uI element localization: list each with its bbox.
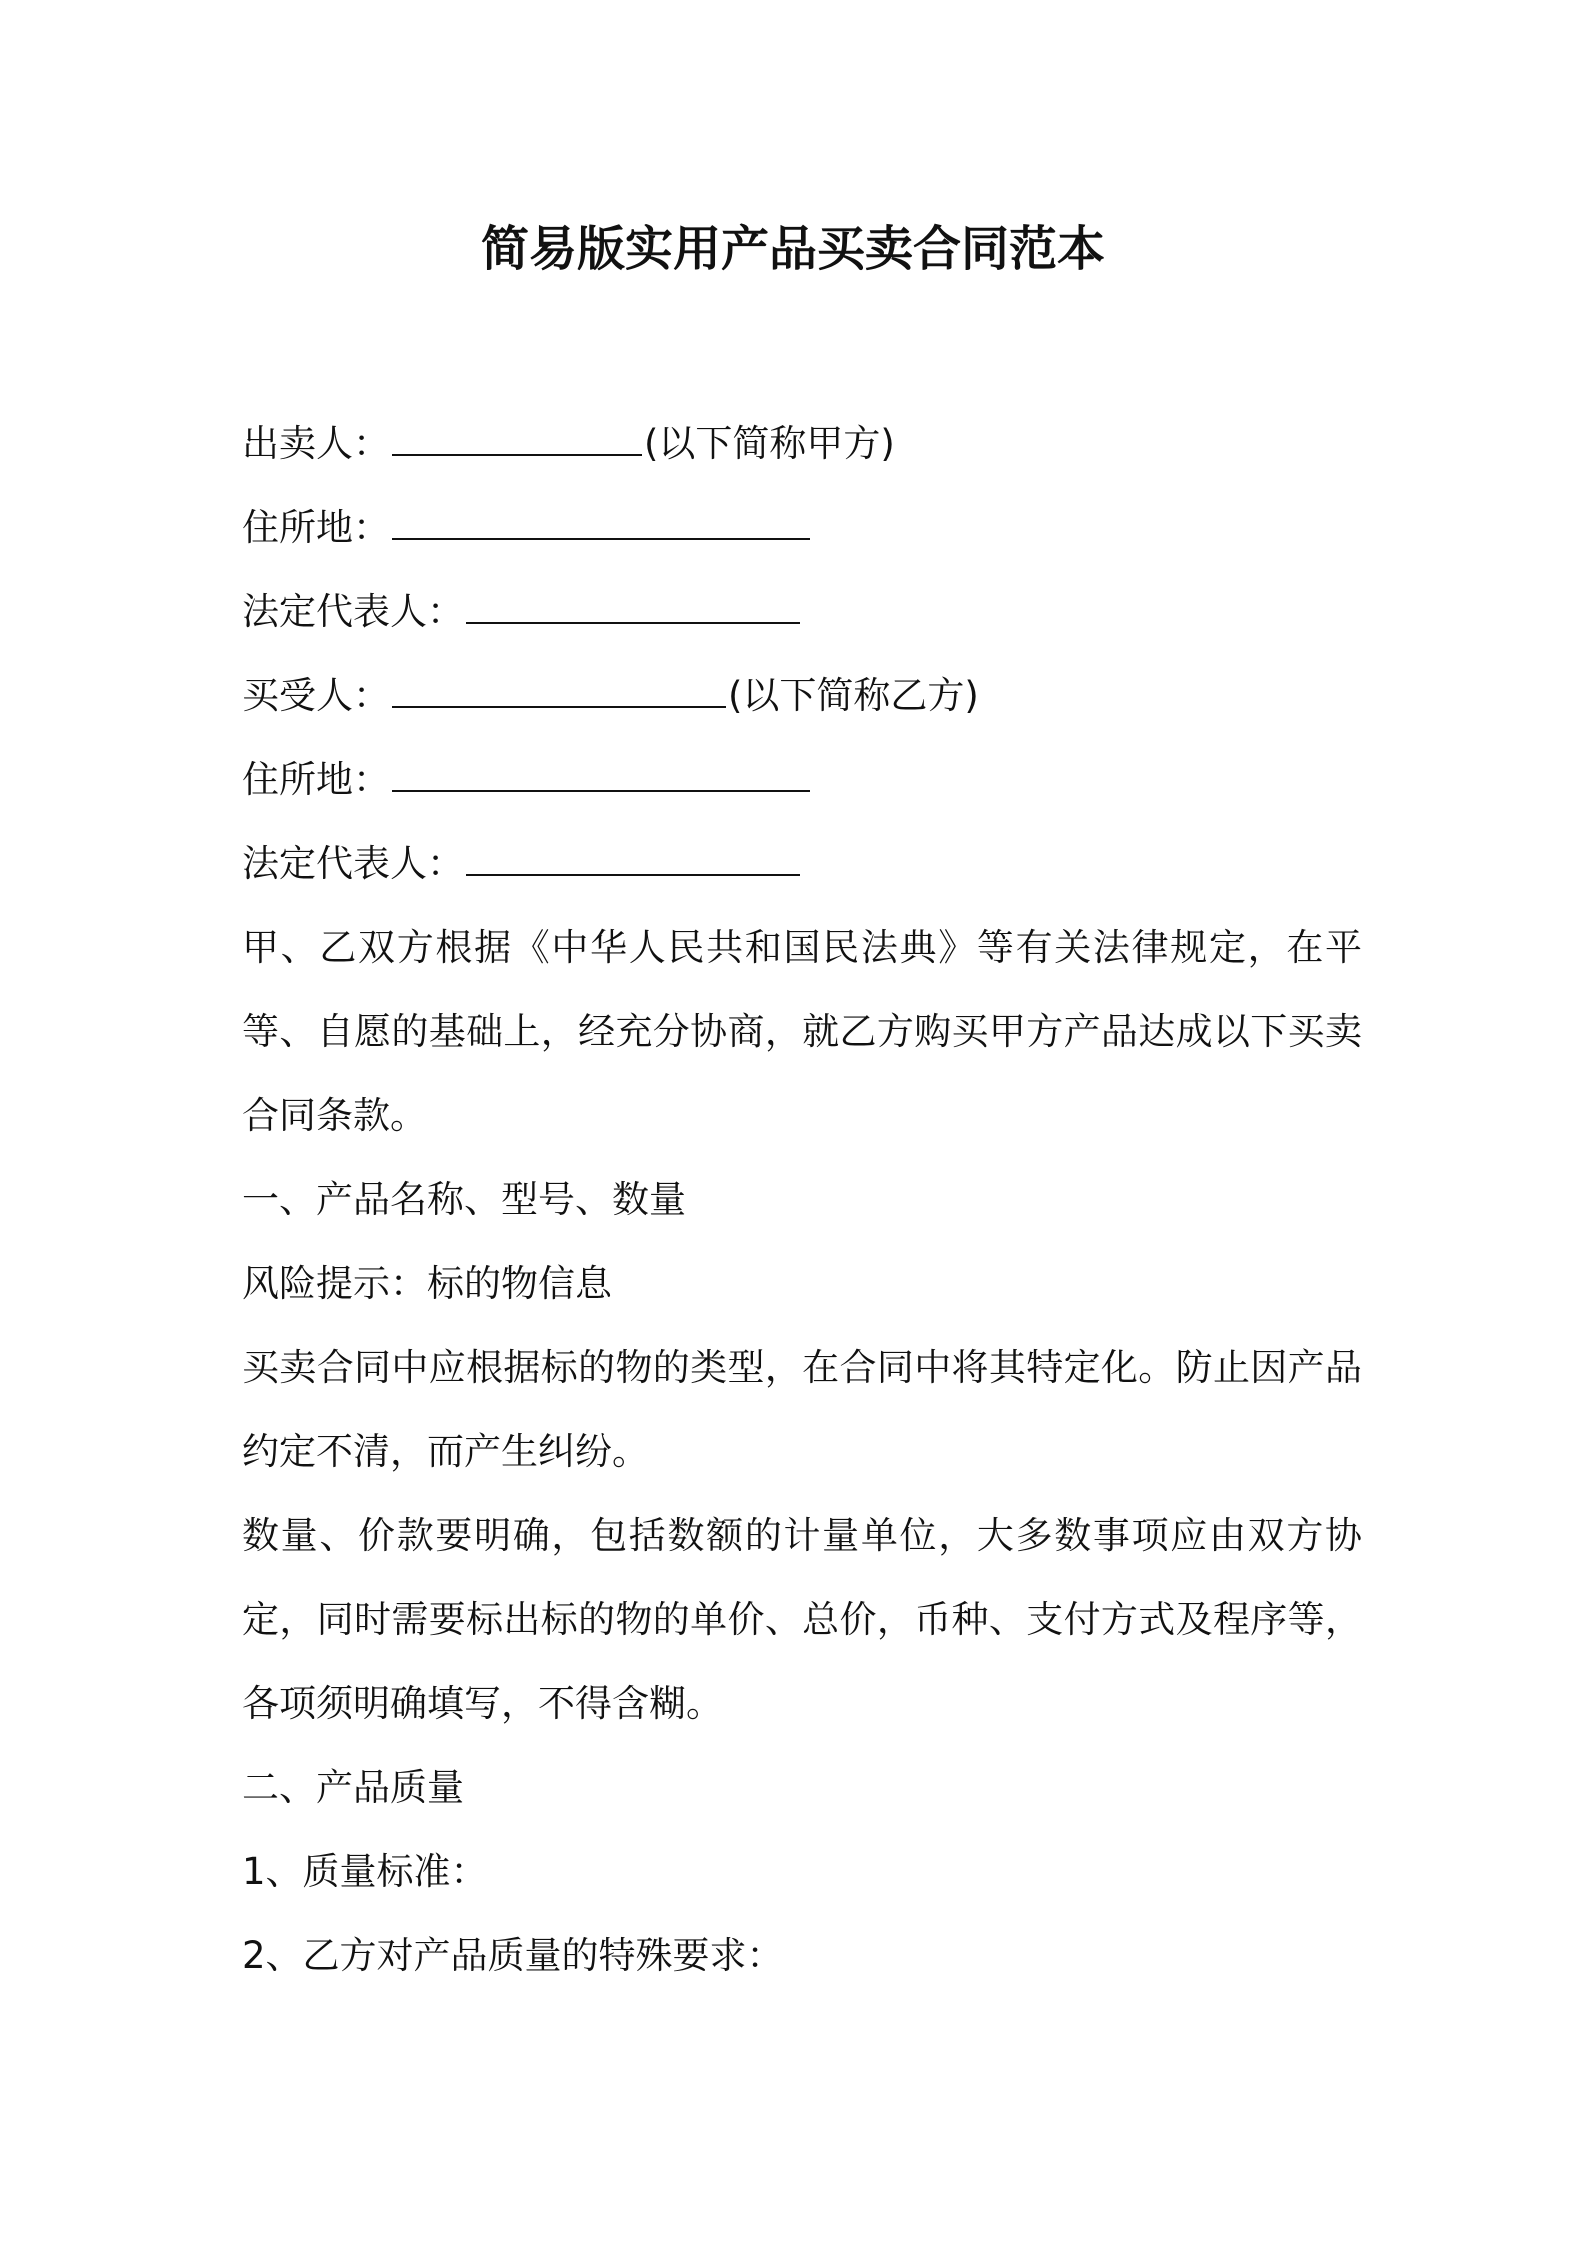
buyer-rep-blank [466,828,800,876]
seller-rep-blank [466,576,800,624]
buyer-address-label: 住所地： [242,758,390,801]
buyer-address-line [242,738,1362,822]
document-body [242,402,1362,1998]
seller-address-label: 住所地： [242,506,390,549]
buyer-blank [392,660,726,708]
preamble-paragraph: 甲、乙双方根据《中华人民共和国民法典》等有关法律规定，在平等、自愿的基础上，经充分协商，就乙方购买甲方产品达成以下买卖合同条款。 [242,926,1362,1137]
buyer-line [242,654,1362,738]
buyer-rep-label: 法定代表人： [242,842,464,885]
seller-rep-label: 法定代表人： [242,590,464,633]
special-quality-item: 2、乙方对产品质量的特殊要求： [242,1934,784,1977]
seller-address-blank [392,492,810,540]
seller-label: 出卖人： [242,422,390,465]
quality-standard-item: 1、质量标准： [242,1850,488,1893]
seller-address-line [242,486,1362,570]
risk-title: 风险提示：标的物信息 [242,1262,612,1305]
section1-heading: 一、产品名称、型号、数量 [242,1178,686,1221]
document-title: 简易版实用产品买卖合同范本 [480,221,1105,277]
seller-suffix: (以下简称甲方) [644,422,895,465]
seller-line [242,402,1362,486]
section2-heading: 二、产品质量 [242,1766,464,1809]
risk-paragraph-2: 数量、价款要明确，包括数额的计量单位，大多数事项应由双方协定，同时需要标出标的物的单价、总价，币种、支付方式及程序等，各项须明确填写，不得含糊。 [242,1514,1362,1725]
buyer-label: 买受人： [242,674,390,717]
buyer-rep-line [242,822,1362,906]
risk-paragraph-1: 买卖合同中应根据标的物的类型，在合同中将其特定化。防止因产品约定不清，而产生纠纷。 [242,1346,1362,1473]
seller-blank [392,408,642,456]
buyer-suffix: (以下简称乙方) [728,674,979,717]
seller-rep-line [242,570,1362,654]
buyer-address-blank [392,744,810,792]
